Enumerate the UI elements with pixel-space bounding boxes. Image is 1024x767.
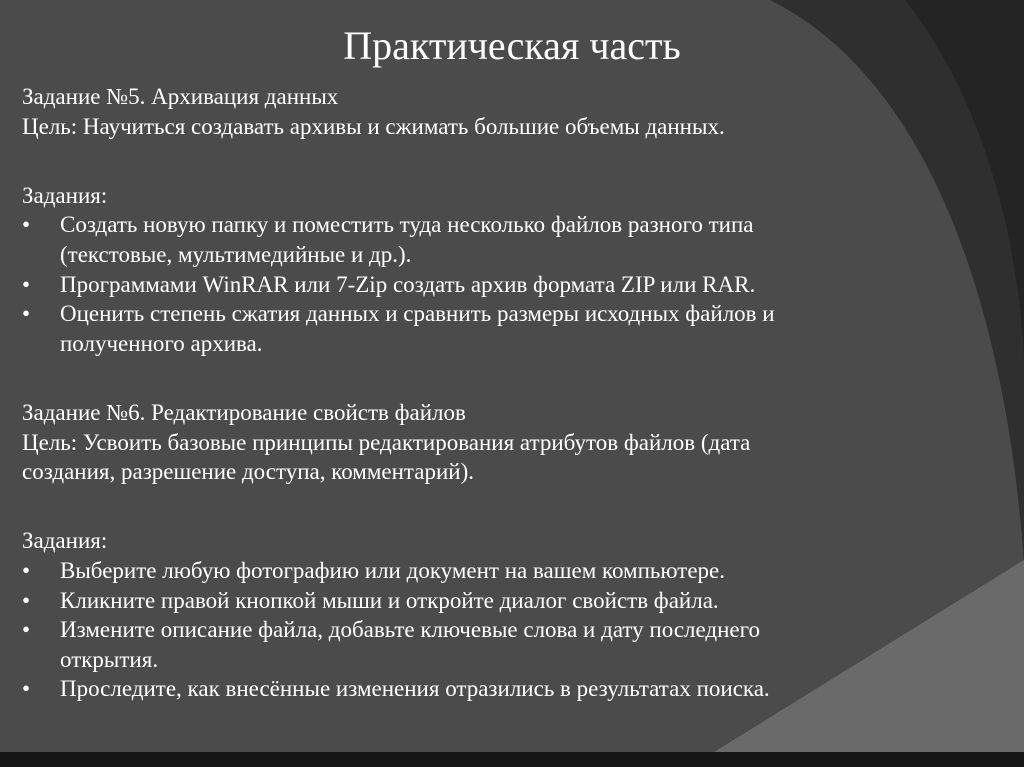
task6-goal-line-2: создания, разрешение доступа, комментарий). (22, 459, 474, 485)
bullet-text: Измените описание файла, добавьте ключевые слова и дату последнего (60, 617, 760, 643)
bullet-symbol: • (22, 617, 31, 643)
bullet-symbol: • (22, 301, 31, 327)
task5-tasks-label: Задания: (22, 182, 108, 208)
spacer (22, 487, 962, 527)
bullet-symbol: • (22, 271, 31, 297)
bullet-symbol: • (22, 587, 31, 613)
decor-bottom-strip (0, 752, 1024, 767)
bullet-text: Выберите любую фотографию или документ на вашем компьютере. (60, 557, 726, 583)
bullet-text: Кликните правой кнопкой мыши и откройте диалог свойств файла. (60, 587, 719, 613)
bullet-symbol: • (22, 557, 31, 583)
task5-bullet-3 (22, 299, 962, 358)
bullet-text: Проследите, как внесённые изменения отразились в результатах поиска. (60, 676, 770, 702)
bullet-text: Создать новую папку и поместить туда несколько файлов разного типа (60, 212, 754, 238)
bullet-symbol: • (22, 212, 31, 238)
task6-bullet-1 (22, 556, 962, 586)
task5-bullet-2 (22, 270, 962, 300)
slide-title: Практическая часть (343, 23, 681, 68)
task5-bullet-1 (22, 210, 962, 269)
slide-content (22, 82, 962, 704)
spacer (22, 141, 962, 181)
task6-tasks-label: Задания: (22, 528, 108, 554)
bullet-symbol: • (22, 676, 31, 702)
task5-goal: Цель: Научиться создавать архивы и сжимать большие объемы данных. (22, 113, 725, 139)
task5-heading: Задание №5. Архивация данных (22, 84, 339, 109)
spacer (22, 358, 962, 398)
bullet-text: полученного архива. (60, 330, 263, 356)
task6-bullet-4 (22, 674, 962, 704)
bullet-text: Программами WinRAR или 7-Zip создать архив формата ZIP или RAR. (60, 271, 756, 297)
task6-heading: Задание №6. Редактирование свойств файлов (22, 399, 466, 425)
bullet-text: Оценить степень сжатия данных и сравнить размеры исходных файлов и (60, 301, 775, 327)
bullet-text: (текстовые, мультимедийные и др.). (60, 241, 412, 267)
bullet-text: открытия. (60, 646, 159, 672)
task6-bullet-2 (22, 586, 962, 616)
task6-bullet-3 (22, 615, 962, 674)
task6-goal-line-1: Цель: Усвоить базовые принципы редактирования атрибутов файлов (дата (22, 429, 751, 455)
